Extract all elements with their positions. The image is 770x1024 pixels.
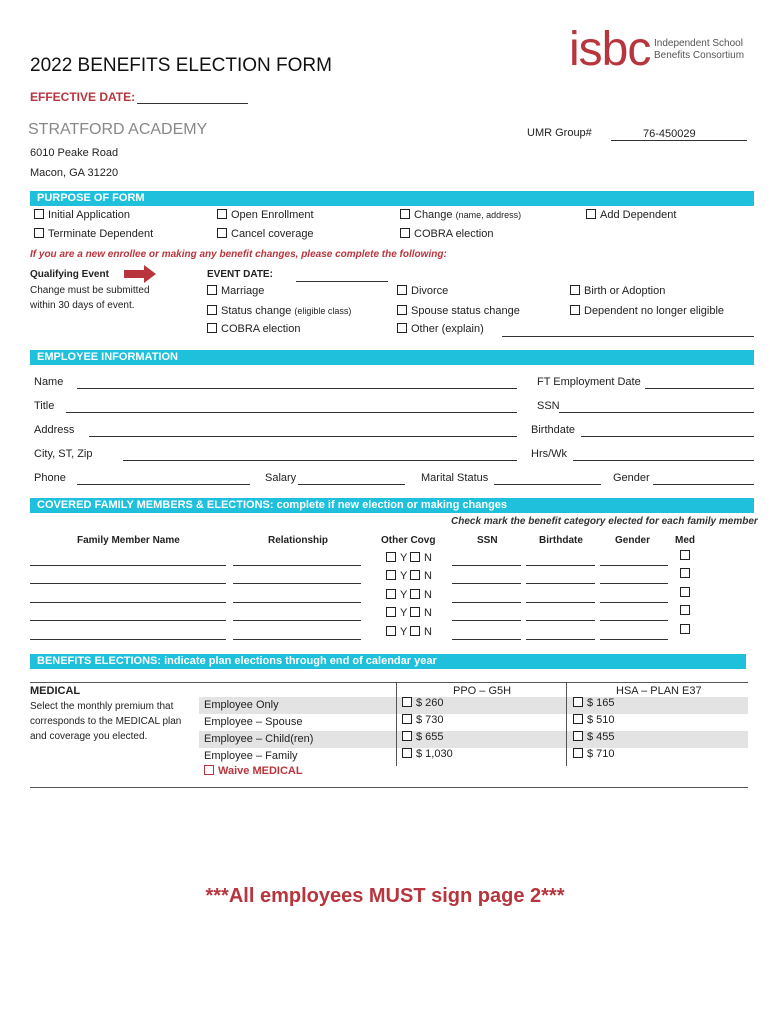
umr-group-line (611, 140, 747, 141)
title-label: Title (34, 400, 55, 412)
other-covg-yes-checkbox[interactable] (386, 552, 396, 562)
family-birthdate-field[interactable] (526, 620, 595, 621)
col-birthdate: Birthdate (539, 535, 583, 546)
other-covg-yes[interactable]: Y (386, 626, 407, 638)
family-gender-field[interactable] (600, 639, 668, 640)
other-covg-no-checkbox[interactable] (410, 552, 420, 562)
gender-field[interactable] (653, 484, 754, 485)
family-ssn-field[interactable] (452, 639, 521, 640)
new-enrollee-note: If you are a new enrollee or making any benefit changes, please complete the following: (30, 249, 447, 260)
employee-info-header: EMPLOYEE INFORMATION (30, 350, 754, 365)
birthdate-field[interactable] (581, 436, 754, 437)
plan2-price-checkbox[interactable] (573, 748, 583, 758)
waive-medical-checkbox[interactable] (204, 765, 214, 775)
dependent-not-eligible-checkbox[interactable] (570, 305, 580, 315)
spouse-status-change-option[interactable]: Spouse status change (397, 305, 520, 317)
salary-label: Salary (265, 472, 297, 484)
med-checkbox-cell[interactable] (680, 550, 694, 562)
tier-band-1 (199, 697, 748, 714)
gender-label: Gender (613, 472, 650, 484)
family-birthdate-field[interactable] (526, 602, 595, 603)
family-ssn-field[interactable] (452, 602, 521, 603)
other-covg-no[interactable]: N (410, 570, 432, 582)
cobra-election-checkbox[interactable] (400, 228, 410, 238)
family-birthdate-field[interactable] (526, 583, 595, 584)
other-covg-no-checkbox[interactable] (410, 570, 420, 580)
isbc-logo: isbc (569, 23, 651, 76)
qe-cobra-election-option[interactable]: COBRA election (207, 323, 300, 335)
tier-employee-spouse: Employee – Spouse (204, 716, 303, 728)
relationship-field[interactable] (233, 565, 361, 566)
other-covg-no[interactable]: N (410, 589, 432, 601)
plan2-price-option[interactable]: $ 455 (573, 731, 615, 743)
plan1-price-option[interactable]: $ 655 (402, 731, 444, 743)
plan1-divider (396, 682, 397, 766)
family-name-field[interactable] (30, 583, 226, 584)
med-checkbox-cell[interactable] (680, 624, 694, 636)
ssn-label: SSN (537, 400, 560, 412)
other-covg-yes[interactable]: Y (386, 589, 407, 601)
effective-date-field[interactable] (137, 103, 248, 104)
qe-cobra-election-checkbox[interactable] (207, 323, 217, 333)
phone-label: Phone (34, 472, 66, 484)
plan2-name: HSA – PLAN E37 (616, 685, 702, 697)
med-checkbox-cell[interactable] (680, 605, 694, 617)
med-checkbox[interactable] (680, 605, 690, 615)
divorce-checkbox[interactable] (397, 285, 407, 295)
family-name-field[interactable] (30, 565, 226, 566)
school-address-1: 6010 Peake Road (30, 147, 119, 159)
other-explain-field[interactable] (502, 336, 754, 337)
other-covg-yes-checkbox[interactable] (386, 626, 396, 636)
open-enrollment-option[interactable]: Open Enrollment (217, 209, 314, 221)
terminate-dependent-checkbox[interactable] (34, 228, 44, 238)
marriage-option[interactable]: Marriage (207, 285, 264, 297)
address-label: Address (34, 424, 75, 436)
med-checkbox[interactable] (680, 624, 690, 634)
plan1-price-option[interactable]: $ 1,030 (402, 748, 453, 760)
marriage-checkbox[interactable] (207, 285, 217, 295)
plan2-price-option[interactable]: $ 710 (573, 748, 615, 760)
family-note: Check mark the benefit category elected for each family member (451, 516, 758, 527)
plan2-divider (566, 682, 567, 766)
family-gender-field[interactable] (600, 620, 668, 621)
title-field[interactable] (66, 412, 517, 413)
cobra-election-option[interactable]: COBRA election (400, 228, 493, 240)
plan2-price-option[interactable]: $ 510 (573, 714, 615, 726)
terminate-dependent-option[interactable]: Terminate Dependent (34, 228, 153, 240)
dependent-not-eligible-option[interactable]: Dependent no longer eligible (570, 305, 724, 317)
medical-top-line (30, 682, 748, 683)
city-state-zip-label: City, ST, Zip (34, 448, 93, 460)
sign-page-notice: ***All employees MUST sign page 2*** (205, 885, 565, 907)
cancel-coverage-checkbox[interactable] (217, 228, 227, 238)
other-covg-no-checkbox[interactable] (410, 626, 420, 636)
birth-adoption-option[interactable]: Birth or Adoption (570, 285, 665, 297)
family-birthdate-field[interactable] (526, 639, 595, 640)
change-checkbox[interactable] (400, 209, 410, 219)
family-members-header: COVERED FAMILY MEMBERS & ELECTIONS: complete if new election or making changes (30, 498, 754, 513)
hrs-wk-field[interactable] (573, 460, 754, 461)
ft-employment-date-field[interactable] (645, 388, 754, 389)
logo-line-1: Independent School (654, 38, 743, 49)
relationship-field[interactable] (233, 602, 361, 603)
family-birthdate-field[interactable] (526, 565, 595, 566)
col-gender: Gender (615, 535, 651, 546)
family-ssn-field[interactable] (452, 620, 521, 621)
med-checkbox-cell[interactable] (680, 587, 694, 599)
address-field[interactable] (89, 436, 517, 437)
family-gender-field[interactable] (600, 602, 668, 603)
plan1-price-checkbox[interactable] (402, 697, 412, 707)
family-name-field[interactable] (30, 620, 226, 621)
other-explain-option[interactable]: Other (explain) (397, 323, 484, 335)
ft-employment-date-label: FT Employment Date (537, 376, 641, 388)
med-checkbox-cell[interactable] (680, 568, 694, 580)
open-enrollment-checkbox[interactable] (217, 209, 227, 219)
med-checkbox[interactable] (680, 587, 690, 597)
plan1-price-option[interactable]: $ 730 (402, 714, 444, 726)
family-name-field[interactable] (30, 639, 226, 640)
family-gender-field[interactable] (600, 565, 668, 566)
medical-desc-3: and coverage you elected. (30, 731, 148, 742)
tier-employee-family: Employee – Family (204, 750, 298, 762)
umr-group-value: 76-450029 (643, 128, 696, 140)
logo-line-2: Benefits Consortium (654, 50, 745, 61)
plan1-name: PPO – G5H (453, 685, 512, 697)
add-dependent-checkbox[interactable] (586, 209, 596, 219)
plan1-price-option[interactable]: $ 260 (402, 697, 444, 709)
relationship-field[interactable] (233, 620, 361, 621)
other-covg-yes-checkbox[interactable] (386, 607, 396, 617)
other-covg-no[interactable]: N (410, 626, 432, 638)
purpose-header: PURPOSE OF FORM (30, 191, 754, 206)
qualifying-desc-1: Change must be submitted (30, 285, 150, 296)
ssn-field[interactable] (559, 412, 754, 413)
event-date-label: EVENT DATE: (207, 269, 273, 280)
relationship-field[interactable] (233, 639, 361, 640)
other-covg-yes-checkbox[interactable] (386, 589, 396, 599)
school-name: STRATFORD ACADEMY (28, 121, 208, 138)
other-explain-checkbox[interactable] (397, 323, 407, 333)
divorce-option[interactable]: Divorce (397, 285, 448, 297)
col-med: Med (675, 535, 695, 546)
other-covg-no-checkbox[interactable] (410, 607, 420, 617)
initial-application-checkbox[interactable] (34, 209, 44, 219)
family-gender-field[interactable] (600, 583, 668, 584)
status-change-checkbox[interactable] (207, 305, 217, 315)
form-title: 2022 BENEFITS ELECTION FORM (30, 55, 332, 76)
med-checkbox[interactable] (680, 568, 690, 578)
col-other-covg: Other Covg (381, 535, 436, 546)
col-family-member-name: Family Member Name (77, 535, 180, 546)
logo-subtitle (654, 38, 744, 62)
event-date-field[interactable] (296, 281, 388, 282)
status-change-option[interactable]: Status change (eligible class) (207, 305, 351, 317)
relationship-field[interactable] (233, 583, 361, 584)
marital-status-field[interactable] (494, 484, 601, 485)
tier-employee-children: Employee – Child(ren) (204, 733, 314, 745)
umr-group-label: UMR Group# (527, 127, 592, 139)
waive-medical-option[interactable]: Waive MEDICAL (204, 765, 303, 777)
birthdate-label: Birthdate (531, 424, 576, 436)
med-checkbox[interactable] (680, 550, 690, 560)
hrs-wk-label: Hrs/Wk (531, 448, 568, 460)
medical-desc-2: corresponds to the MEDICAL plan (30, 716, 182, 727)
plan2-price-checkbox[interactable] (573, 731, 583, 741)
plan2-price-checkbox[interactable] (573, 697, 583, 707)
other-covg-no-checkbox[interactable] (410, 589, 420, 599)
plan2-price-option[interactable]: $ 165 (573, 697, 615, 709)
col-ssn: SSN (477, 535, 498, 546)
school-address-2: Macon, GA 31220 (30, 167, 119, 179)
salary-field[interactable] (298, 484, 405, 485)
qualifying-event-label: Qualifying Event (30, 269, 109, 280)
medical-bottom-line (30, 787, 748, 788)
family-ssn-field[interactable] (452, 583, 521, 584)
other-covg-yes[interactable]: Y (386, 570, 407, 582)
other-covg-yes[interactable]: Y (386, 607, 407, 619)
col-relationship: Relationship (268, 535, 329, 546)
plan1-price-checkbox[interactable] (402, 731, 412, 741)
initial-application-option[interactable]: Initial Application (34, 209, 130, 221)
arrow-right-icon (124, 265, 156, 283)
cancel-coverage-option[interactable]: Cancel coverage (217, 228, 314, 240)
plan2-price-checkbox[interactable] (573, 714, 583, 724)
medical-title: MEDICAL (30, 685, 81, 697)
birth-adoption-checkbox[interactable] (570, 285, 580, 295)
other-covg-yes[interactable]: Y (386, 552, 407, 564)
tier-employee-only: Employee Only (204, 699, 279, 711)
plan1-price-checkbox[interactable] (402, 748, 412, 758)
qualifying-desc-2: within 30 days of event. (30, 300, 135, 311)
name-field[interactable] (77, 388, 517, 389)
plan1-price-checkbox[interactable] (402, 714, 412, 724)
effective-date-label: EFFECTIVE DATE: (30, 90, 136, 104)
marital-status-label: Marital Status (421, 472, 489, 484)
other-covg-yes-checkbox[interactable] (386, 570, 396, 580)
medical-desc-1: Select the monthly premium that (30, 701, 174, 712)
phone-field[interactable] (77, 484, 250, 485)
family-name-field[interactable] (30, 602, 226, 603)
name-label: Name (34, 376, 64, 388)
family-ssn-field[interactable] (452, 565, 521, 566)
add-dependent-option[interactable]: Add Dependent (586, 209, 676, 221)
benefits-elections-header: BENEFITS ELECTIONS: indicate plan elections through end of calendar year (30, 654, 746, 669)
other-covg-no[interactable]: N (410, 552, 432, 564)
spouse-status-change-checkbox[interactable] (397, 305, 407, 315)
other-covg-no[interactable]: N (410, 607, 432, 619)
change-option[interactable]: Change (name, address) (400, 209, 521, 221)
city-state-zip-field[interactable] (123, 460, 517, 461)
